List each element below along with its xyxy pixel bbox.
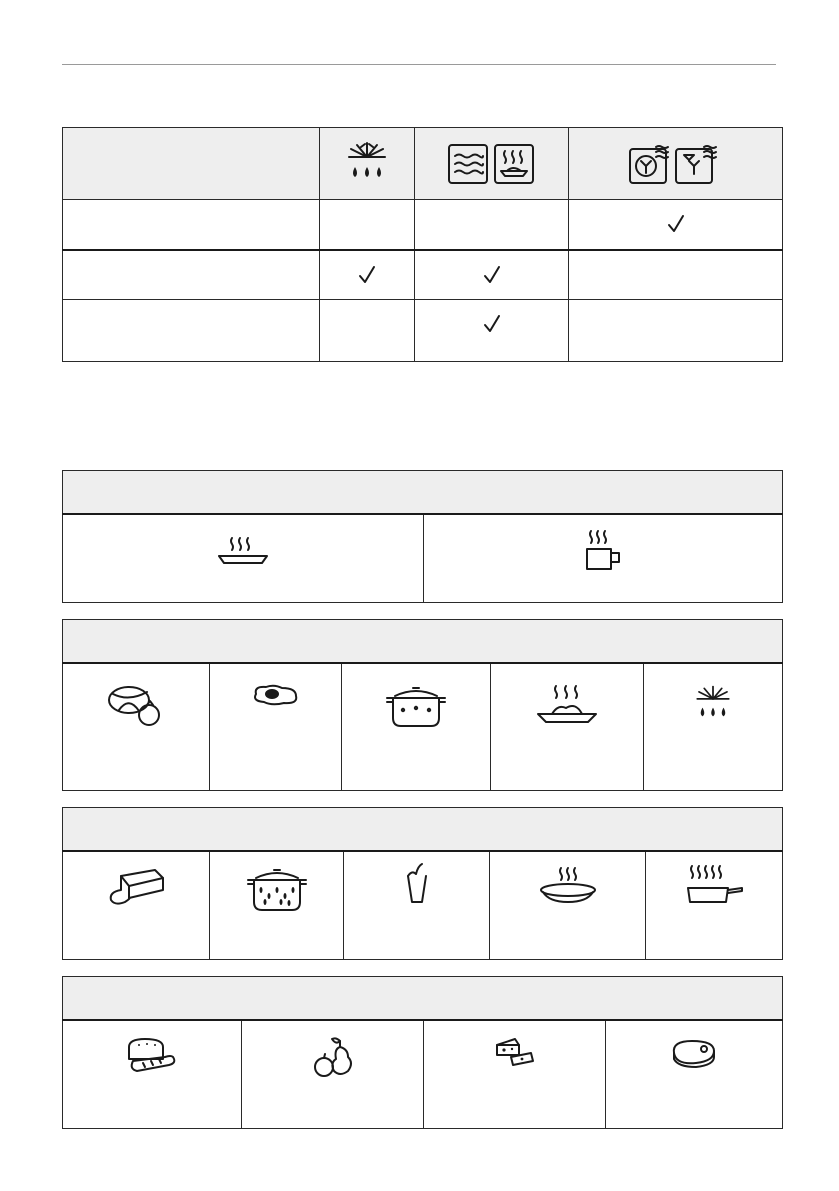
group4-cell-2 [242, 1020, 424, 1128]
steaming-dish-icon [534, 684, 600, 728]
fan-heating-combo-icon [628, 143, 724, 185]
row3-col2-cell [415, 300, 569, 362]
header-empty-cell [63, 128, 320, 200]
group2-cell-1 [63, 663, 210, 790]
group2-cell-4 [491, 663, 644, 790]
group2-cell-2 [210, 663, 342, 790]
check-icon [483, 314, 501, 334]
drink-cup-icon [404, 862, 430, 906]
check-icon [483, 265, 501, 285]
cooking-pot-icon [383, 684, 449, 730]
function-table-row-1 [63, 200, 783, 250]
cheese-icon [495, 1035, 535, 1069]
meat-steak-icon [670, 1037, 718, 1071]
food-group-1-header [63, 471, 783, 515]
function-table-header [63, 128, 783, 200]
group3-cell-3 [344, 851, 490, 959]
group-header-cell [63, 808, 783, 852]
bread-icon [125, 1037, 179, 1077]
butter-melting-icon [105, 866, 167, 908]
header-cell-fan [569, 128, 783, 200]
row1-col3-cell [569, 200, 783, 250]
microwave-waves-and-heat-plate-icon [447, 143, 537, 185]
food-group-3 [62, 807, 783, 960]
group-header-cell [63, 471, 783, 515]
row1-col2-cell [415, 200, 569, 250]
group2-cell-3 [342, 663, 491, 790]
group-header-cell [63, 977, 783, 1021]
group1-cell-2 [424, 514, 783, 602]
check-icon [358, 265, 376, 285]
food-group-3-header [63, 808, 783, 852]
group3-cell-2 [210, 851, 344, 959]
group3-cell-1 [63, 851, 210, 959]
soup-bowl-icon [537, 866, 599, 906]
boiling-pot-icon [244, 866, 310, 914]
defrost-icon [692, 684, 734, 726]
group-header-cell [63, 620, 783, 664]
fruit-icon [310, 1033, 356, 1079]
food-group-4 [62, 976, 783, 1129]
frying-pan-icon [684, 864, 744, 908]
food-group-1 [62, 470, 783, 603]
group4-cell-1 [63, 1020, 242, 1128]
function-table-row-2 [63, 250, 783, 300]
food-group-2 [62, 619, 783, 791]
group3-cell-5 [646, 851, 783, 959]
food-group-2-header [63, 620, 783, 664]
header-cell-microwave [415, 128, 569, 200]
row2-col1-cell [320, 250, 415, 300]
row2-col2-cell [415, 250, 569, 300]
top-rule [62, 64, 776, 65]
row-label-cell [63, 250, 320, 300]
row2-col3-cell [569, 250, 783, 300]
group2-cell-5 [644, 663, 783, 790]
group4-cell-4 [606, 1020, 783, 1128]
vegetables-icon [105, 684, 167, 726]
row-label-cell [63, 300, 320, 362]
group4-cell-3 [424, 1020, 606, 1128]
row1-col1-cell [320, 200, 415, 250]
check-icon [667, 214, 685, 234]
food-group-4-header [63, 977, 783, 1021]
group1-cell-1 [63, 514, 424, 602]
row3-col3-cell [569, 300, 783, 362]
header-cell-defrost [320, 128, 415, 200]
defrost-snowflake-drops-icon [343, 141, 391, 187]
group3-cell-4 [490, 851, 646, 959]
row-label-cell [63, 200, 320, 250]
steaming-cup-icon [583, 529, 623, 573]
function-table-row-3 [63, 300, 783, 362]
row3-col1-cell [320, 300, 415, 362]
fried-egg-icon [250, 684, 302, 708]
function-table [62, 127, 783, 362]
steaming-plate-icon [216, 535, 270, 567]
